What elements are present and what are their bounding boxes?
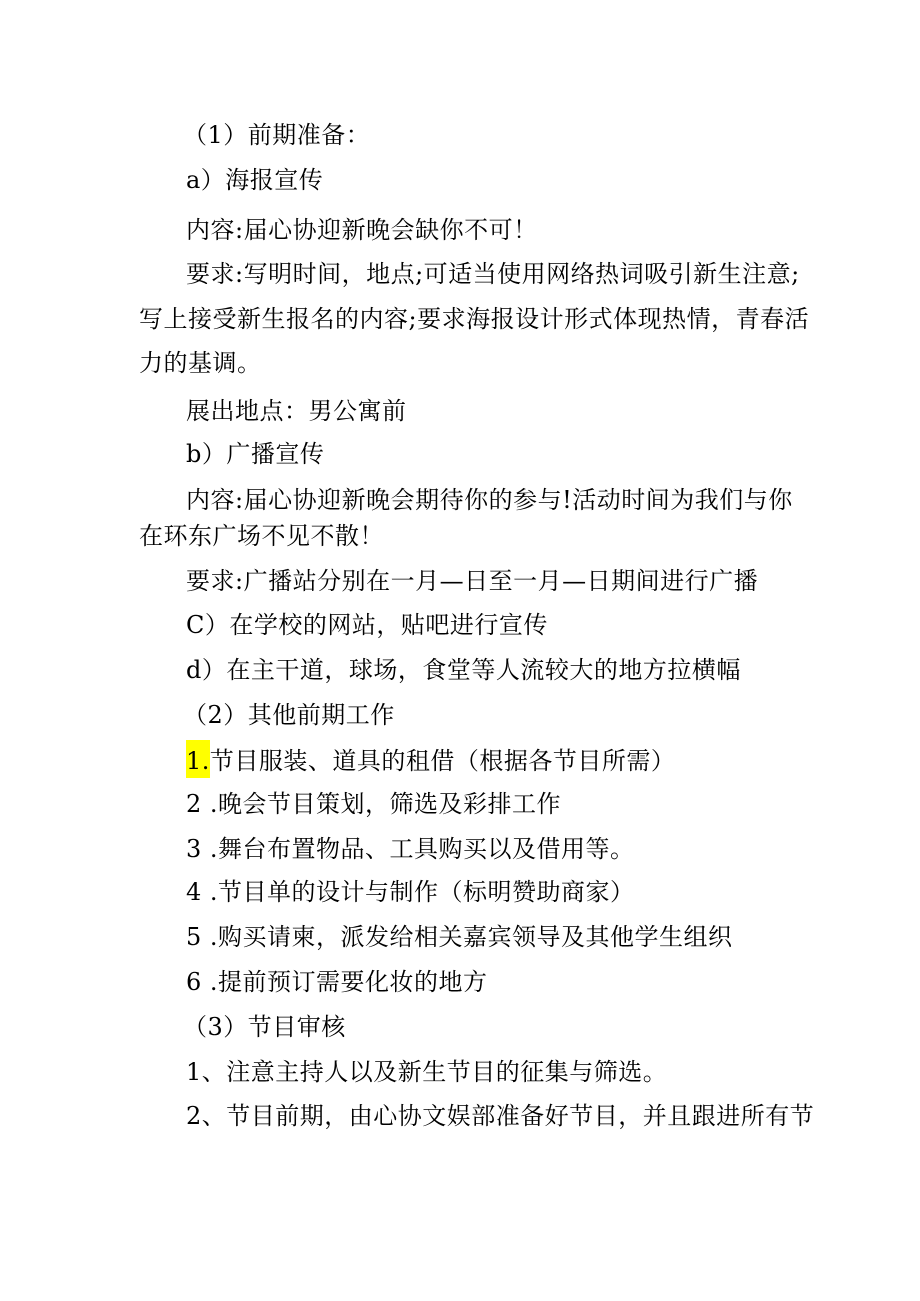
section-heading-review: （3）节目审核 [183, 1013, 346, 1041]
subheading-poster: a）海报宣传 [186, 166, 324, 194]
website-promotion: C）在学校的网站，贴吧进行宣传 [186, 611, 548, 639]
list-item-3: 3 .舞台布置物品、工具购买以及借用等。 [186, 835, 635, 863]
broadcast-content-line-1: 内容:届心协迎新晚会期待你的参与!活动时间为我们与你 [186, 486, 793, 514]
banner-promotion: d）在主干道，球场，食堂等人流较大的地方拉横幅 [186, 656, 741, 684]
poster-requirement-line-1: 要求:写明时间，地点;可适当使用网络热词吸引新生注意; [186, 260, 800, 288]
section-heading-preparation: （1）前期准备： [183, 121, 371, 149]
broadcast-content-line-2: 在环东广场不见不散！ [139, 522, 384, 550]
broadcast-requirement: 要求:广播站分别在一月—日至一月—日期间进行广播 [186, 567, 759, 595]
subheading-broadcast: b）广播宣传 [186, 440, 325, 468]
exhibit-location: 展出地点：男公寓前 [186, 397, 407, 425]
poster-requirement-line-2: 写上接受新生报名的内容;要求海报设计形式体现热情，青春活 [139, 305, 810, 333]
list-item-1-text: 节目服装、道具的租借（根据各节目所需） [209, 747, 676, 775]
review-item-2: 2、节目前期，由心协文娱部准备好节目，并且跟进所有节 [186, 1102, 815, 1130]
section-heading-other-work: （2）其他前期工作 [183, 701, 395, 729]
list-item-1 [186, 740, 675, 778]
poster-requirement-line-3: 力的基调。 [139, 349, 262, 377]
review-item-1: 1、注意主持人以及新生节目的征集与筛选。 [186, 1058, 668, 1086]
list-item-6: 6 .提前预订需要化妆的地方 [186, 968, 488, 996]
list-item-2: 2 .晚会节目策划，筛选及彩排工作 [186, 790, 562, 818]
highlighted-number: 1. [186, 740, 210, 778]
poster-content: 内容:届心协迎新晚会缺你不可！ [186, 216, 538, 244]
list-item-4: 4 .节目单的设计与制作（标明赞助商家） [186, 878, 635, 906]
list-item-5: 5 .购买请柬，派发给相关嘉宾领导及其他学生组织 [186, 923, 733, 951]
